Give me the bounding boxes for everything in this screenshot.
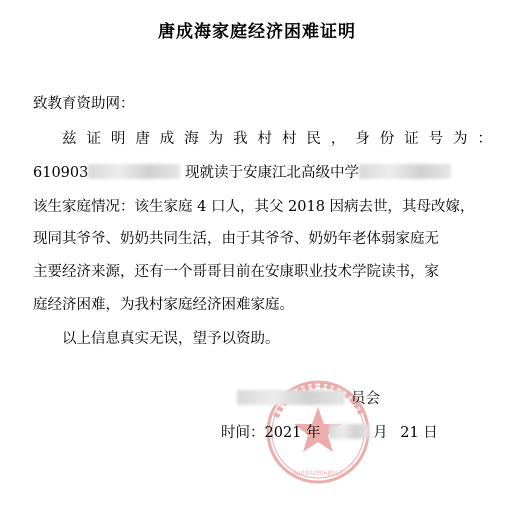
- org-suffix: 员会: [351, 391, 380, 407]
- line1-char: 份: [379, 131, 395, 147]
- body-line-1: [62, 127, 492, 148]
- body-line-6: 庭经济困难，为我村家庭经济困难家庭。: [33, 297, 294, 313]
- body-line-4: 现同其爷爷、奶奶共同生活，由于其爷爷、奶奶年老体弱家庭无: [33, 231, 439, 247]
- line1-char: 成: [159, 131, 175, 147]
- line1-char: ，: [330, 131, 346, 147]
- line1-char: 号: [428, 131, 444, 147]
- line1-char: 明: [110, 131, 126, 147]
- line1-char: 唐: [135, 131, 150, 147]
- line1-char: 我: [233, 131, 248, 147]
- body-line-2: [33, 161, 451, 182]
- line1-char: 证: [404, 131, 419, 147]
- greeting: 致教育资助网：: [33, 96, 135, 112]
- line1-char: 村: [257, 131, 272, 147]
- date-month: 月: [373, 425, 388, 441]
- line1-char: 为: [453, 131, 468, 147]
- line1-char: 海: [184, 131, 199, 147]
- redacted-month: [329, 424, 369, 439]
- redacted-org-name: [237, 390, 345, 405]
- line1-char: 证: [86, 131, 101, 147]
- line1-char: 兹: [62, 131, 77, 147]
- redacted-id-number: [88, 164, 180, 179]
- signature-org: [351, 387, 380, 408]
- id-number-prefix: 610903: [33, 165, 89, 181]
- body-line-7: 以上信息真实无误，望予以资助。: [62, 331, 280, 347]
- line1-char: ：: [477, 131, 492, 147]
- seal-number: 6109020068017: [293, 470, 343, 477]
- line1-char: 为: [208, 131, 224, 147]
- date-day: 21 日: [400, 425, 438, 441]
- document-title: 唐成海家庭经济困难证明: [158, 22, 356, 42]
- redacted-school-detail: [359, 164, 451, 179]
- line1-char: 身: [355, 131, 370, 147]
- date-label: 时间：: [221, 425, 265, 441]
- body-line-5: 主要经济来源，还有一个哥哥目前在安康职业技术学院读书，家: [33, 264, 439, 280]
- body-line-3: 该生家庭情况：该生家庭 4 口人，其父 2018 因病去世，其母改嫁，: [33, 199, 475, 215]
- signature-date: [221, 421, 438, 442]
- line1-char: 民: [306, 131, 321, 147]
- school-text: 现就读于安康江北高级中学: [184, 165, 359, 181]
- date-year: 2021 年: [264, 425, 321, 441]
- line1-char: 村: [281, 131, 297, 147]
